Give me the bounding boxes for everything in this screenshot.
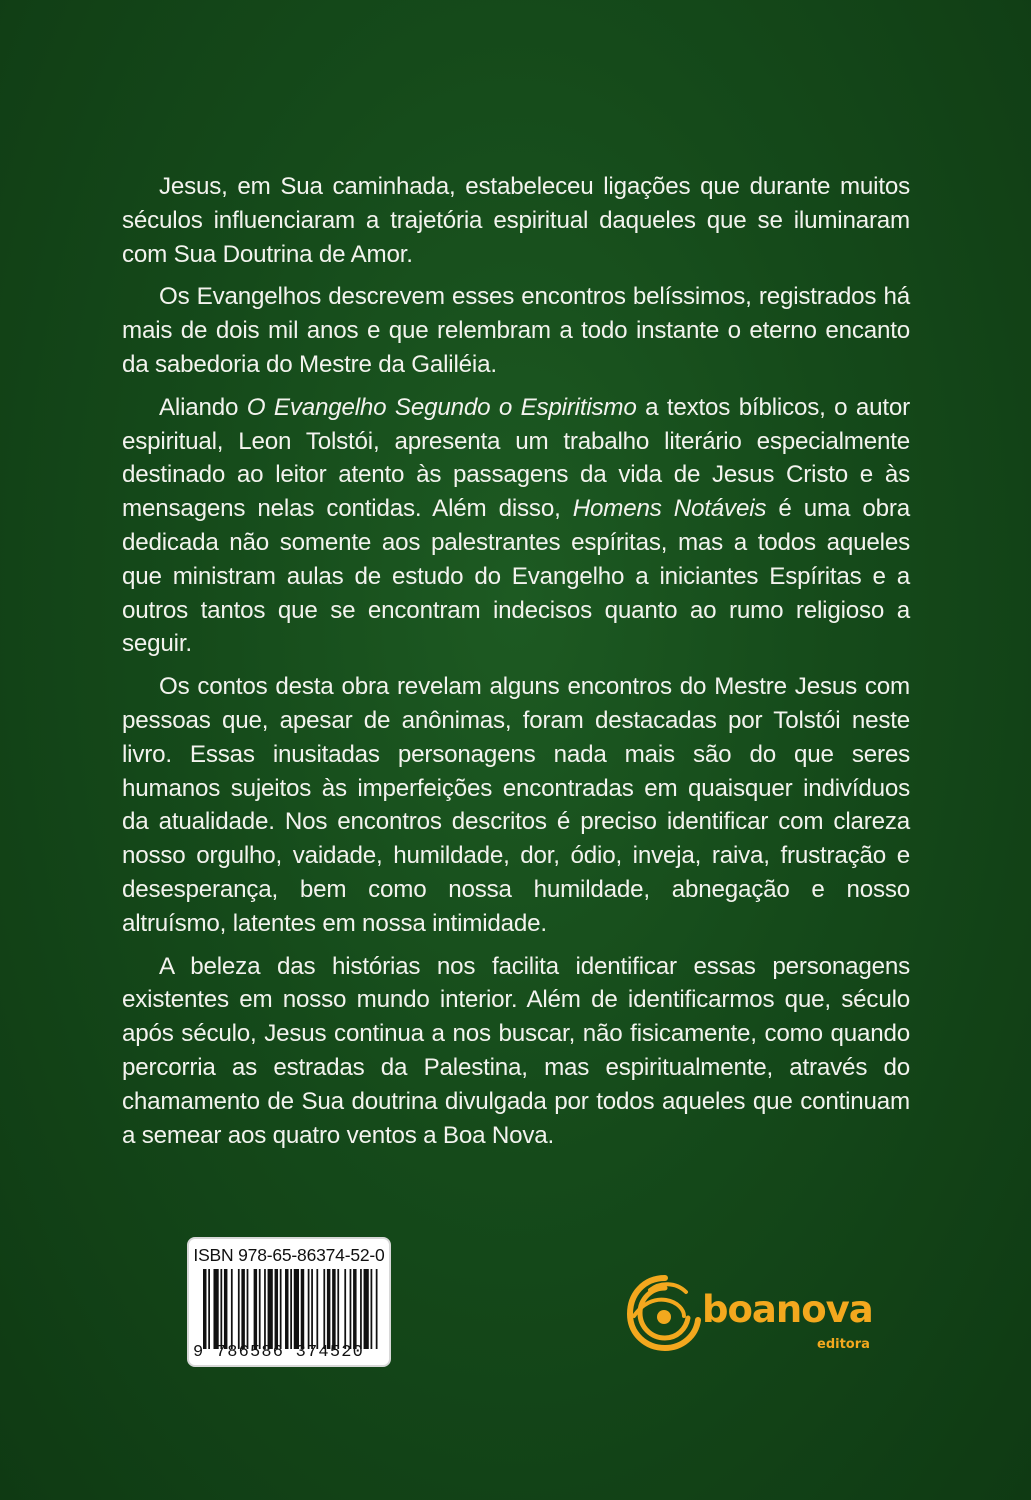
paragraph-5: A beleza das histórias nos facilita identificar essas personagens existentes em nosso mundo interior. Além de identificarmos que, século após século, Jesus continua a nos buscar, não fisicamente, como quando percorria as estradas da Palestina, mas espiritualmente, através do chamamento de Sua doutrina divulgada por todos aqueles que continuam a semear aos quatro ventos a Boa Nova.	[122, 952, 910, 1149]
work-title-italic: Homens Notáveis	[572, 495, 767, 523]
publisher-logo	[622, 1270, 872, 1365]
isbn-label: ISBN 978-65-86374-52-0	[193, 1245, 385, 1265]
paragraph-3-part-3: é uma obra dedicada não somente aos palestrantes espíritas, mas a todos aqueles que ministram aulas de estudo do Evangelho a iniciantes Espíritas e a outros tantos que se encontram indecisos quanto ao rumo religioso a seguir.	[122, 495, 911, 658]
book-title-italic: O Evangelho Segundo o Espiritismo	[246, 393, 637, 421]
paragraph-3-part-1: Aliando	[159, 393, 247, 421]
barcode-digits: 9 786586 374520	[193, 1343, 365, 1362]
synopsis-text	[122, 170, 910, 1161]
barcode-bars	[203, 1269, 381, 1349]
paragraph-4: Os contos desta obra revelam alguns encontros do Mestre Jesus com pessoas que, apesar de anônimas, foram destacadas por Tolstói neste livro. Essas inusitadas personagens nada mais são do que seres humanos sujeitos às imperfeições encontradas em quaisquer indivíduos da atualidade. Nos encontros descritos é preciso identificar com clareza nosso orgulho, vaidade, humildade, dor, ódio, inveja, raiva, frustração e desesperança, bem como nossa humildade, abnegação e nosso altruísmo, latentes em nossa intimidade.	[122, 673, 910, 937]
paragraph-3-part-2: a textos bíblicos, o autor espiritual, Leon Tolstói, apresenta um trabalho literário especialmente destinado ao leitor atento às passagens da vida de Jesus Cristo e às mensagens nelas contidas. Além disso,	[122, 393, 910, 523]
paragraph-1: Jesus, em Sua caminhada, estabeleceu ligações que durante muitos séculos influenciaram a trajetória espiritual daqueles que se iluminaram com Sua Doutrina de Amor.	[122, 173, 910, 268]
paragraph-3	[122, 391, 910, 661]
paragraph-2: Os Evangelhos descrevem esses encontros belíssimos, registrados há mais de dois mil anos e que relembram a todo instante o eterno encanto da sabedoria do Mestre da Galiléia.	[122, 283, 910, 378]
publisher-subtitle: editora	[817, 1337, 870, 1352]
publisher-name: boanova	[702, 1288, 873, 1331]
isbn-barcode	[187, 1237, 391, 1367]
boanova-swirl-icon	[622, 1270, 708, 1356]
